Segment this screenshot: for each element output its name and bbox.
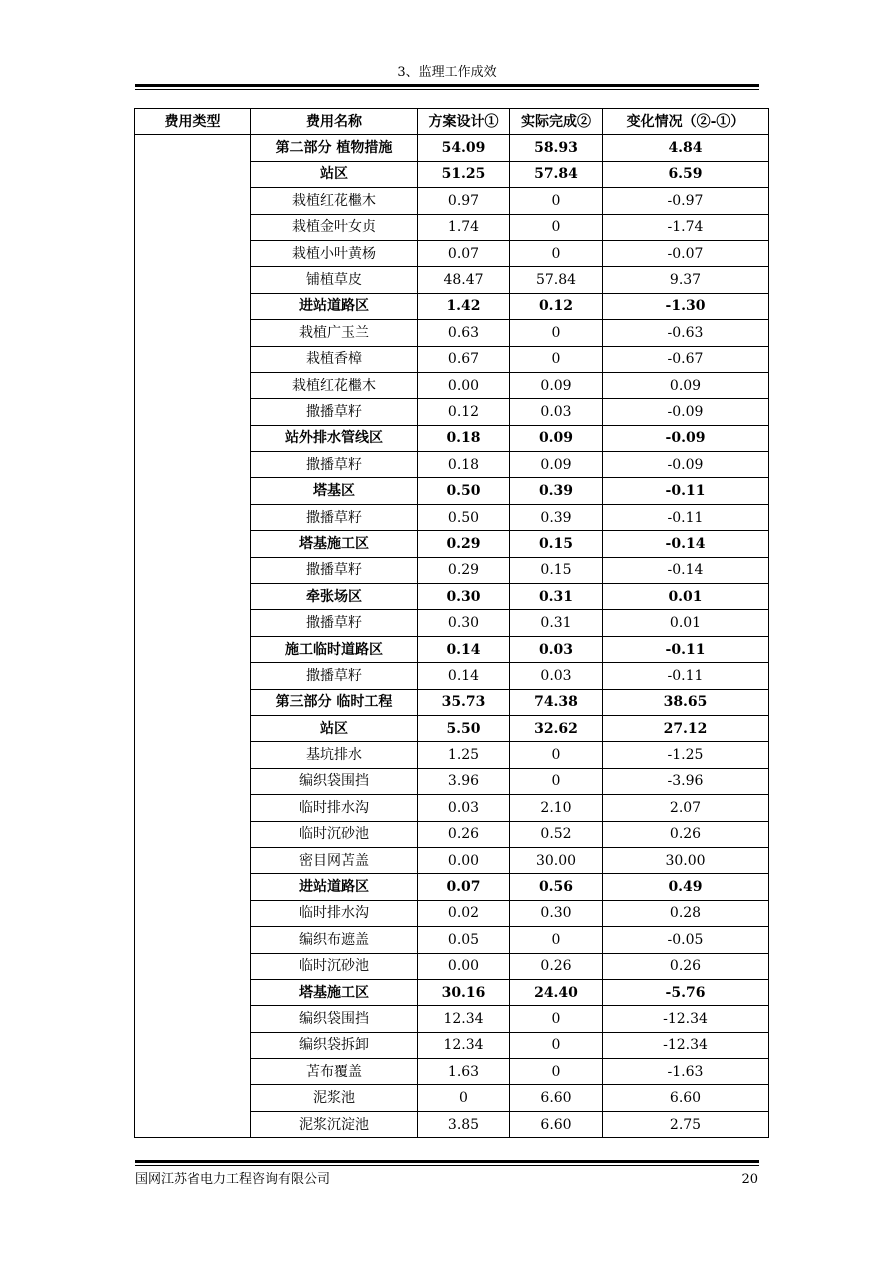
page-header-title: 3、监理工作成效 bbox=[397, 65, 497, 80]
table-header-row bbox=[135, 109, 769, 135]
actual-value-cell: 0.15 bbox=[510, 557, 603, 583]
cost-name-cell: 密目网苫盖 bbox=[251, 847, 418, 873]
cost-name-cell: 塔基区 bbox=[251, 478, 418, 504]
design-value-cell: 1.63 bbox=[418, 1059, 510, 1085]
footer-rule-thick bbox=[135, 1160, 759, 1163]
actual-value-cell: 0.26 bbox=[510, 953, 603, 979]
change-value-cell: -0.09 bbox=[603, 425, 769, 451]
design-value-cell: 51.25 bbox=[418, 161, 510, 187]
actual-value-cell: 57.84 bbox=[510, 267, 603, 293]
column-header-actual: 实际完成② bbox=[510, 109, 603, 135]
cost-name-cell: 临时沉砂池 bbox=[251, 821, 418, 847]
cost-name-cell: 塔基施工区 bbox=[251, 531, 418, 557]
design-value-cell: 0.29 bbox=[418, 531, 510, 557]
actual-value-cell: 0 bbox=[510, 768, 603, 794]
cost-name-cell: 栽植红花檵木 bbox=[251, 188, 418, 214]
actual-value-cell: 0 bbox=[510, 188, 603, 214]
change-value-cell: -5.76 bbox=[603, 979, 769, 1005]
actual-value-cell: 0 bbox=[510, 346, 603, 372]
design-value-cell: 0.14 bbox=[418, 663, 510, 689]
design-value-cell: 0.18 bbox=[418, 452, 510, 478]
design-value-cell: 0.05 bbox=[418, 927, 510, 953]
change-value-cell: -0.14 bbox=[603, 531, 769, 557]
design-value-cell: 0.07 bbox=[418, 240, 510, 266]
actual-value-cell: 32.62 bbox=[510, 715, 603, 741]
change-value-cell: 2.07 bbox=[603, 795, 769, 821]
cost-name-cell: 撒播草籽 bbox=[251, 452, 418, 478]
actual-value-cell: 24.40 bbox=[510, 979, 603, 1005]
header-rule-thin bbox=[135, 89, 759, 90]
cost-name-cell: 基坑排水 bbox=[251, 742, 418, 768]
cost-comparison-table bbox=[134, 108, 769, 1138]
design-value-cell: 0.02 bbox=[418, 900, 510, 926]
change-value-cell: 30.00 bbox=[603, 847, 769, 873]
column-header-change: 变化情况（②-①） bbox=[603, 109, 769, 135]
change-value-cell: -0.97 bbox=[603, 188, 769, 214]
actual-value-cell: 0.15 bbox=[510, 531, 603, 557]
design-value-cell: 0.30 bbox=[418, 610, 510, 636]
actual-value-cell: 0.09 bbox=[510, 452, 603, 478]
actual-value-cell: 0 bbox=[510, 240, 603, 266]
design-value-cell: 12.34 bbox=[418, 1032, 510, 1058]
actual-value-cell: 0.31 bbox=[510, 584, 603, 610]
cost-name-cell: 泥浆池 bbox=[251, 1085, 418, 1111]
change-value-cell: -0.09 bbox=[603, 399, 769, 425]
footer-page-number: 20 bbox=[741, 1172, 758, 1187]
column-header-cost-type: 费用类型 bbox=[135, 109, 251, 135]
actual-value-cell: 0.09 bbox=[510, 372, 603, 398]
design-value-cell: 1.74 bbox=[418, 214, 510, 240]
actual-value-cell: 6.60 bbox=[510, 1085, 603, 1111]
change-value-cell: 0.09 bbox=[603, 372, 769, 398]
change-value-cell: -0.11 bbox=[603, 504, 769, 530]
change-value-cell: -0.63 bbox=[603, 320, 769, 346]
change-value-cell: -12.34 bbox=[603, 1006, 769, 1032]
change-value-cell: 9.37 bbox=[603, 267, 769, 293]
actual-value-cell: 0 bbox=[510, 742, 603, 768]
actual-value-cell: 0.31 bbox=[510, 610, 603, 636]
column-header-design: 方案设计① bbox=[418, 109, 510, 135]
design-value-cell: 0.12 bbox=[418, 399, 510, 425]
change-value-cell: 0.01 bbox=[603, 610, 769, 636]
cost-name-cell: 施工临时道路区 bbox=[251, 636, 418, 662]
cost-name-cell: 泥浆沉淀池 bbox=[251, 1111, 418, 1137]
change-value-cell: -0.14 bbox=[603, 557, 769, 583]
design-value-cell: 3.85 bbox=[418, 1111, 510, 1137]
change-value-cell: 0.26 bbox=[603, 821, 769, 847]
design-value-cell: 0.30 bbox=[418, 584, 510, 610]
cost-type-cell bbox=[135, 135, 251, 1138]
design-value-cell: 0.00 bbox=[418, 953, 510, 979]
actual-value-cell: 0.03 bbox=[510, 663, 603, 689]
design-value-cell: 0.63 bbox=[418, 320, 510, 346]
actual-value-cell: 30.00 bbox=[510, 847, 603, 873]
change-value-cell: -0.11 bbox=[603, 636, 769, 662]
design-value-cell: 0.00 bbox=[418, 847, 510, 873]
change-value-cell: 2.75 bbox=[603, 1111, 769, 1137]
actual-value-cell: 0.39 bbox=[510, 504, 603, 530]
cost-name-cell: 临时排水沟 bbox=[251, 795, 418, 821]
actual-value-cell: 57.84 bbox=[510, 161, 603, 187]
change-value-cell: -1.63 bbox=[603, 1059, 769, 1085]
cost-name-cell: 撒播草籽 bbox=[251, 663, 418, 689]
change-value-cell: 27.12 bbox=[603, 715, 769, 741]
cost-name-cell: 撒播草籽 bbox=[251, 557, 418, 583]
cost-name-cell: 苫布覆盖 bbox=[251, 1059, 418, 1085]
design-value-cell: 12.34 bbox=[418, 1006, 510, 1032]
cost-name-cell: 站区 bbox=[251, 715, 418, 741]
design-value-cell: 0.29 bbox=[418, 557, 510, 583]
cost-name-cell: 站区 bbox=[251, 161, 418, 187]
change-value-cell: 0.49 bbox=[603, 874, 769, 900]
design-value-cell: 0.07 bbox=[418, 874, 510, 900]
design-value-cell: 0 bbox=[418, 1085, 510, 1111]
design-value-cell: 1.25 bbox=[418, 742, 510, 768]
cost-name-cell: 进站道路区 bbox=[251, 293, 418, 319]
cost-name-cell: 编织布遮盖 bbox=[251, 927, 418, 953]
footer-rule-thin bbox=[135, 1165, 759, 1166]
cost-name-cell: 临时排水沟 bbox=[251, 900, 418, 926]
actual-value-cell: 0.30 bbox=[510, 900, 603, 926]
design-value-cell: 0.18 bbox=[418, 425, 510, 451]
actual-value-cell: 0 bbox=[510, 320, 603, 346]
cost-name-cell: 栽植金叶女贞 bbox=[251, 214, 418, 240]
cost-name-cell: 栽植广玉兰 bbox=[251, 320, 418, 346]
change-value-cell: -0.09 bbox=[603, 452, 769, 478]
actual-value-cell: 6.60 bbox=[510, 1111, 603, 1137]
design-value-cell: 0.50 bbox=[418, 478, 510, 504]
cost-name-cell: 进站道路区 bbox=[251, 874, 418, 900]
design-value-cell: 5.50 bbox=[418, 715, 510, 741]
change-value-cell: 38.65 bbox=[603, 689, 769, 715]
change-value-cell: -0.67 bbox=[603, 346, 769, 372]
actual-value-cell: 0 bbox=[510, 1006, 603, 1032]
change-value-cell: -12.34 bbox=[603, 1032, 769, 1058]
change-value-cell: -1.30 bbox=[603, 293, 769, 319]
footer-company-name: 国网江苏省电力工程咨询有限公司 bbox=[135, 1172, 331, 1187]
design-value-cell: 35.73 bbox=[418, 689, 510, 715]
change-value-cell: 4.84 bbox=[603, 135, 769, 161]
change-value-cell: -1.74 bbox=[603, 214, 769, 240]
cost-name-cell: 编织袋拆卸 bbox=[251, 1032, 418, 1058]
column-header-cost-name: 费用名称 bbox=[251, 109, 418, 135]
actual-value-cell: 0.03 bbox=[510, 399, 603, 425]
actual-value-cell: 2.10 bbox=[510, 795, 603, 821]
actual-value-cell: 0 bbox=[510, 927, 603, 953]
cost-name-cell: 栽植小叶黄杨 bbox=[251, 240, 418, 266]
actual-value-cell: 0 bbox=[510, 214, 603, 240]
cost-name-cell: 第二部分 植物措施 bbox=[251, 135, 418, 161]
change-value-cell: -0.07 bbox=[603, 240, 769, 266]
cost-name-cell: 站外排水管线区 bbox=[251, 425, 418, 451]
design-value-cell: 0.50 bbox=[418, 504, 510, 530]
actual-value-cell: 0.39 bbox=[510, 478, 603, 504]
table-row bbox=[135, 135, 769, 161]
header-rule-thick bbox=[135, 84, 759, 87]
cost-name-cell: 铺植草皮 bbox=[251, 267, 418, 293]
cost-name-cell: 栽植红花檵木 bbox=[251, 372, 418, 398]
design-value-cell: 3.96 bbox=[418, 768, 510, 794]
actual-value-cell: 0.03 bbox=[510, 636, 603, 662]
design-value-cell: 0.03 bbox=[418, 795, 510, 821]
change-value-cell: -1.25 bbox=[603, 742, 769, 768]
actual-value-cell: 0.09 bbox=[510, 425, 603, 451]
design-value-cell: 48.47 bbox=[418, 267, 510, 293]
cost-name-cell: 撒播草籽 bbox=[251, 610, 418, 636]
design-value-cell: 0.00 bbox=[418, 372, 510, 398]
cost-name-cell: 塔基施工区 bbox=[251, 979, 418, 1005]
change-value-cell: 0.26 bbox=[603, 953, 769, 979]
cost-name-cell: 临时沉砂池 bbox=[251, 953, 418, 979]
change-value-cell: 0.28 bbox=[603, 900, 769, 926]
cost-name-cell: 第三部分 临时工程 bbox=[251, 689, 418, 715]
actual-value-cell: 0 bbox=[510, 1059, 603, 1085]
change-value-cell: 6.59 bbox=[603, 161, 769, 187]
change-value-cell: -0.11 bbox=[603, 663, 769, 689]
actual-value-cell: 0.56 bbox=[510, 874, 603, 900]
design-value-cell: 0.26 bbox=[418, 821, 510, 847]
cost-name-cell: 撒播草籽 bbox=[251, 504, 418, 530]
cost-name-cell: 编织袋围挡 bbox=[251, 1006, 418, 1032]
cost-name-cell: 栽植香樟 bbox=[251, 346, 418, 372]
design-value-cell: 0.14 bbox=[418, 636, 510, 662]
actual-value-cell: 74.38 bbox=[510, 689, 603, 715]
change-value-cell: 6.60 bbox=[603, 1085, 769, 1111]
actual-value-cell: 0.12 bbox=[510, 293, 603, 319]
change-value-cell: 0.01 bbox=[603, 584, 769, 610]
cost-name-cell: 牵张场区 bbox=[251, 584, 418, 610]
change-value-cell: -0.05 bbox=[603, 927, 769, 953]
change-value-cell: -3.96 bbox=[603, 768, 769, 794]
table-body bbox=[135, 135, 769, 1138]
actual-value-cell: 58.93 bbox=[510, 135, 603, 161]
design-value-cell: 0.67 bbox=[418, 346, 510, 372]
cost-name-cell: 编织袋围挡 bbox=[251, 768, 418, 794]
design-value-cell: 0.97 bbox=[418, 188, 510, 214]
change-value-cell: -0.11 bbox=[603, 478, 769, 504]
actual-value-cell: 0 bbox=[510, 1032, 603, 1058]
cost-name-cell: 撒播草籽 bbox=[251, 399, 418, 425]
design-value-cell: 54.09 bbox=[418, 135, 510, 161]
design-value-cell: 1.42 bbox=[418, 293, 510, 319]
design-value-cell: 30.16 bbox=[418, 979, 510, 1005]
actual-value-cell: 0.52 bbox=[510, 821, 603, 847]
